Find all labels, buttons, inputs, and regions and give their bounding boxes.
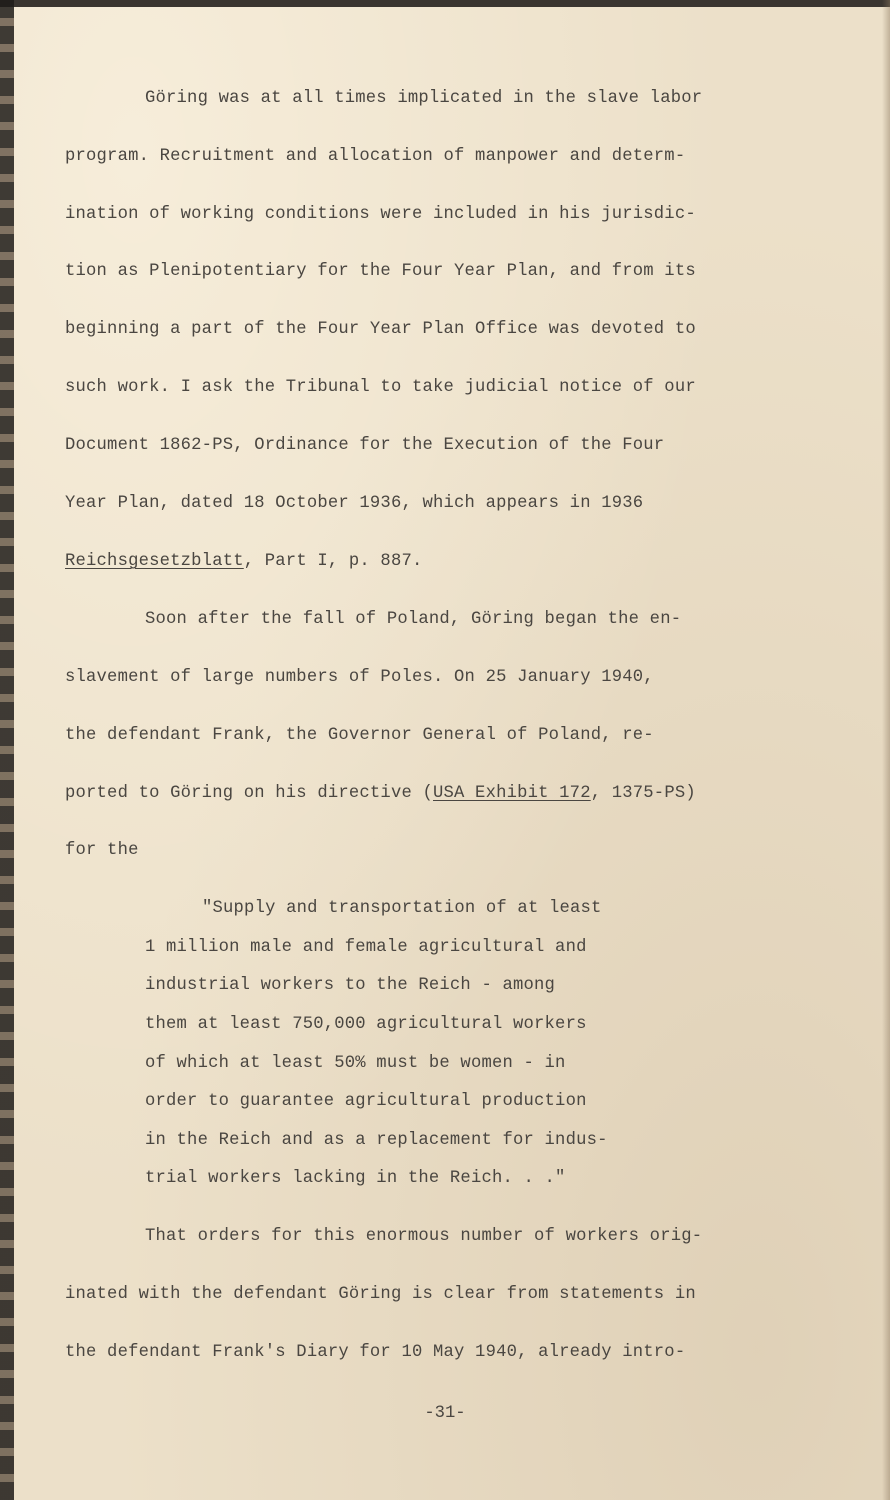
text-line: beginning a part of the Four Year Plan Office was devoted to bbox=[65, 320, 696, 339]
text-line bbox=[65, 551, 423, 573]
text-line: slavement of large numbers of Poles. On 25 January 1940, bbox=[65, 668, 654, 687]
citation-text: , Part I, p. 887. bbox=[243, 552, 423, 571]
publication-title: Reichsgesetzblatt bbox=[65, 552, 244, 571]
text-segment: , 1375-PS) bbox=[590, 784, 696, 803]
text-line: ination of working conditions were included in his jurisdic- bbox=[65, 205, 696, 224]
text-line: Göring was at all times implicated in the slave labor bbox=[145, 89, 703, 108]
text-line: such work. I ask the Tribunal to take judicial notice of our bbox=[65, 378, 696, 397]
quote-line: order to guarantee agricultural production bbox=[145, 1092, 587, 1111]
quote-line: industrial workers to the Reich - among bbox=[145, 976, 556, 995]
page-edge-shadow bbox=[882, 0, 890, 1500]
text-line: the defendant Frank's Diary for 10 May 1940, already intro- bbox=[65, 1343, 686, 1362]
exhibit-reference: USA Exhibit 172 bbox=[433, 784, 591, 803]
text-line: the defendant Frank, the Governor General of Poland, re- bbox=[65, 726, 654, 745]
quote-line: 1 million male and female agricultural and bbox=[145, 938, 587, 957]
scan-top-edge bbox=[0, 0, 890, 7]
page-number: -31- bbox=[424, 1404, 466, 1423]
text-line bbox=[65, 783, 696, 805]
text-line: Soon after the fall of Poland, Göring began the en- bbox=[145, 610, 682, 629]
text-line: inated with the defendant Göring is clear from statements in bbox=[65, 1285, 696, 1304]
quote-line: of which at least 50% must be women - in bbox=[145, 1054, 566, 1073]
text-line: That orders for this enormous number of workers orig- bbox=[145, 1227, 703, 1246]
text-line: for the bbox=[65, 841, 139, 860]
text-segment: ported to Göring on his directive ( bbox=[65, 784, 433, 803]
quote-line: them at least 750,000 agricultural workers bbox=[145, 1015, 587, 1034]
quote-line: "Supply and transportation of at least bbox=[202, 899, 602, 918]
text-line: tion as Plenipotentiary for the Four Year Plan, and from its bbox=[65, 262, 696, 281]
text-line: Document 1862-PS, Ordinance for the Execution of the Four bbox=[65, 436, 665, 455]
text-line: Year Plan, dated 18 October 1936, which appears in 1936 bbox=[65, 494, 644, 513]
binding-holes bbox=[0, 0, 14, 1500]
quote-line: trial workers lacking in the Reich. . ." bbox=[145, 1169, 566, 1188]
quote-line: in the Reich and as a replacement for indus- bbox=[145, 1131, 608, 1150]
text-line: program. Recruitment and allocation of manpower and determ- bbox=[65, 147, 686, 166]
